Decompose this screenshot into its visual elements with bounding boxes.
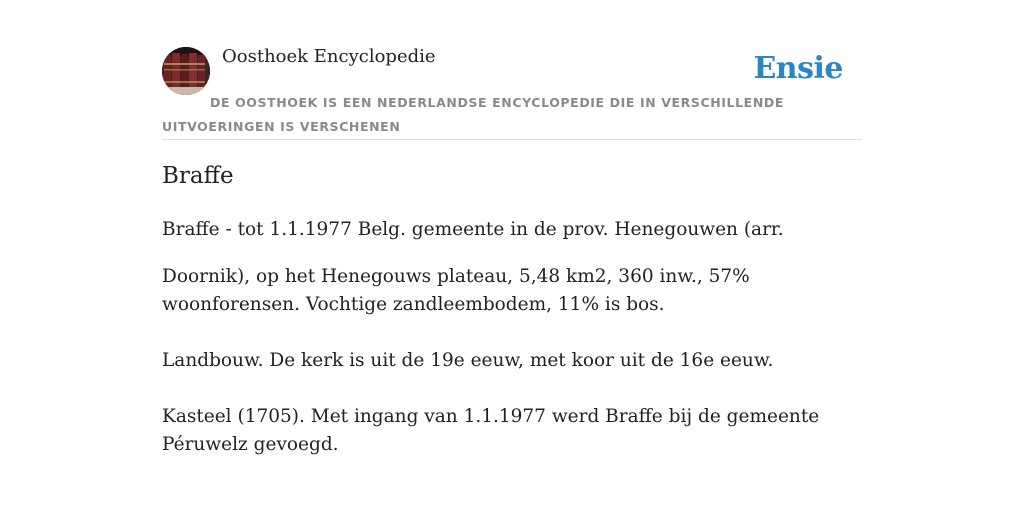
- book-spines-icon: [162, 47, 210, 95]
- publication-name[interactable]: Oosthoek Encyclopedie: [222, 46, 436, 67]
- publication-avatar[interactable]: [162, 47, 210, 95]
- article-title: Braffe: [162, 163, 234, 189]
- header-divider: [162, 139, 862, 140]
- article-paragraph: Landbouw. De kerk is uit de 19e eeuw, met koor uit de 16e eeuw.: [162, 350, 774, 371]
- article-paragraph: Braffe - tot 1.1.1977 Belg. gemeente in de prov. Henegouwen (arr.: [162, 219, 784, 240]
- article-paragraph: Kasteel (1705). Met ingang van 1.1.1977 werd Braffe bij de gemeente Péruwelz gevoegd.: [162, 406, 820, 455]
- brand-logo[interactable]: Ensie: [753, 51, 843, 86]
- article-paragraph: Doornik), op het Henegouws plateau, 5,48 km2, 360 inw., 57% woonforensen. Vochtige zandleembodem, 11% is bos.: [162, 266, 750, 315]
- publication-tagline: DE OOSTHOEK IS EEN NEDERLANDSE ENCYCLOPEDIE DIE IN VERSCHILLENDE UITVOERINGEN IS VERSCHENEN: [162, 95, 784, 134]
